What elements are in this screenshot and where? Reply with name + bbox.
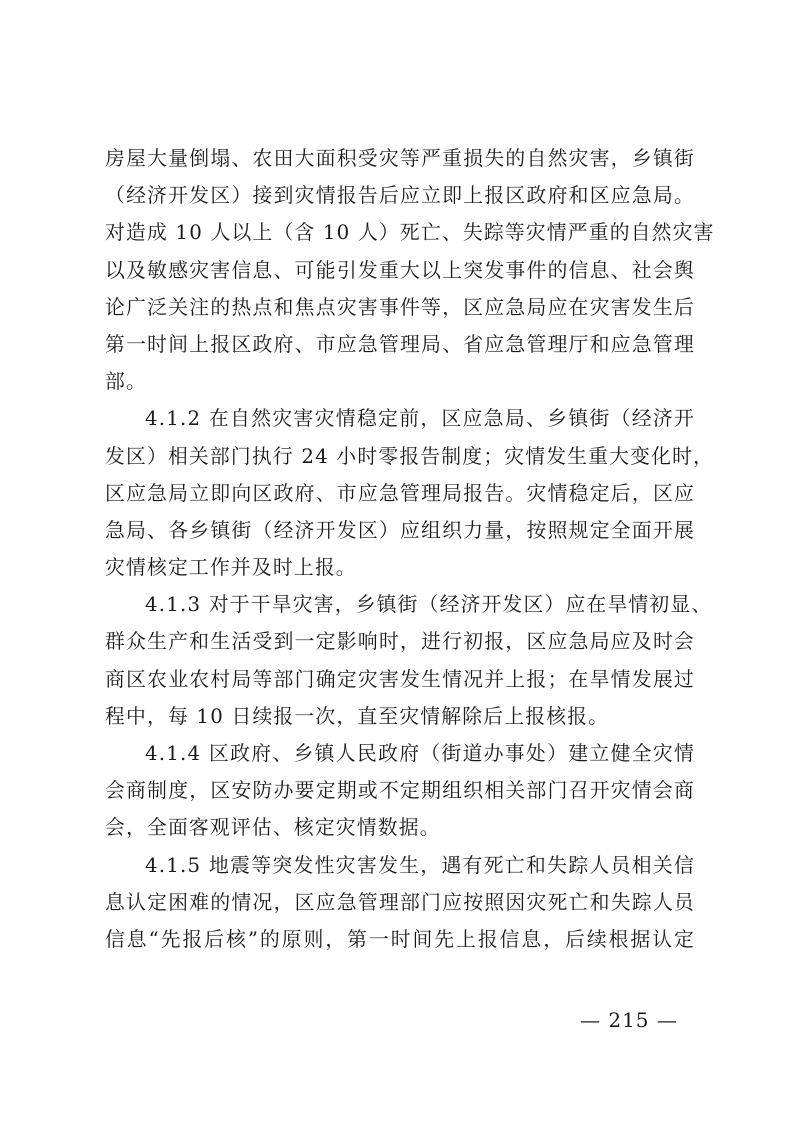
text-line: 对造成 10 人以上（含 10 人）死亡、失踪等灾情严重的自然灾害 bbox=[105, 221, 715, 245]
text-line: 发区）相关部门执行 24 小时零报告制度；灾情发生重大变化时， bbox=[105, 444, 715, 468]
text-line: 部。 bbox=[105, 370, 147, 394]
paragraph-4-1-5-first-line: 4.1.5 地震等突发性灾害发生，遇有死亡和失踪人员相关信 bbox=[145, 853, 695, 877]
text-line: 息认定困难的情况，区应急管理部门应按照因灾死亡和失踪人员 bbox=[105, 890, 695, 914]
text-line: 商区农业农村局等部门确定灾害发生情况并上报；在旱情发展过 bbox=[105, 667, 695, 691]
text-line: 灾情核定工作并及时上报。 bbox=[105, 556, 357, 580]
paragraph-4-1-4-first-line: 4.1.4 区政府、乡镇人民政府（街道办事处）建立健全灾情 bbox=[145, 742, 695, 765]
text-line: 群众生产和生活受到一定影响时，进行初报，区应急局应及时会 bbox=[105, 630, 695, 654]
paragraph-4-1-3-first-line: 4.1.3 对于干旱灾害，乡镇街（经济开发区）应在旱情初显、 bbox=[145, 593, 713, 617]
document-body bbox=[105, 140, 715, 958]
paragraph-4-1-2-first-line: 4.1.2 在自然灾害灾情稳定前，区应急局、乡镇街（经济开 bbox=[145, 407, 695, 431]
text-line: 急局、各乡镇街（经济开发区）应组织力量，按照规定全面开展 bbox=[105, 518, 695, 542]
text-line: 信息“先报后核”的原则，第一时间先上报信息，后续根据认定 bbox=[105, 927, 695, 951]
text-line: 论广泛关注的热点和焦点灾害事件等，区应急局应在灾害发生后 bbox=[105, 295, 695, 319]
text-line: 会商制度，区安防办要定期或不定期组织相关部门召开灾情会商 bbox=[105, 779, 695, 803]
page-number: — 215 — bbox=[580, 1008, 678, 1032]
text-line: 区应急局立即向区政府、市应急管理局报告。灾情稳定后，区应 bbox=[105, 481, 695, 505]
text-line: 会，全面客观评估、核定灾情数据。 bbox=[105, 816, 441, 840]
text-line: （经济开发区）接到灾情报告后应立即上报区政府和区应急局。 bbox=[105, 184, 695, 208]
text-line: 房屋大量倒塌、农田大面积受灾等严重损失的自然灾害，乡镇街 bbox=[105, 147, 695, 170]
text-line: 程中，每 10 日续报一次，直至灾情解除后上报核报。 bbox=[105, 704, 610, 728]
text-line: 以及敏感灾害信息、可能引发重大以上突发事件的信息、社会舆 bbox=[105, 258, 695, 282]
text-line: 第一时间上报区政府、市应急管理局、省应急管理厅和应急管理 bbox=[105, 332, 695, 356]
